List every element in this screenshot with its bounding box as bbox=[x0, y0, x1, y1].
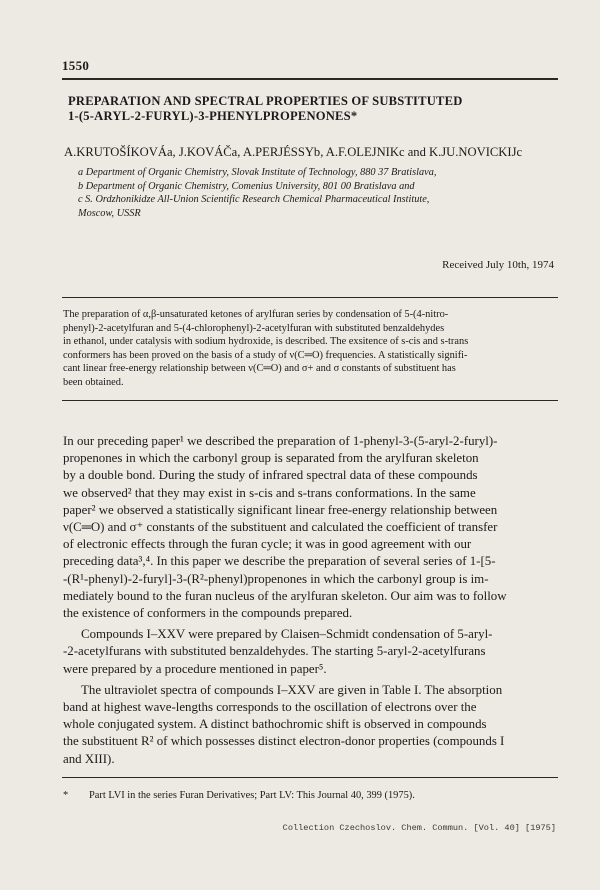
body-line: ν(C═O) and σ⁺ constants of the substituent and calculated the coefficient of transfer bbox=[63, 520, 498, 535]
affiliation: Moscow, USSR bbox=[78, 207, 141, 219]
abstract-top-rule bbox=[62, 297, 558, 298]
body-line: preceding data³,⁴. In this paper we describe the preparation of several series of 1-[5- bbox=[63, 554, 496, 569]
body-line: the existence of conformers in the compounds prepared. bbox=[63, 606, 353, 621]
footnote-marker: * bbox=[63, 790, 69, 801]
affiliation: b Department of Organic Chemistry, Comenius University, 801 00 Bratislava and bbox=[78, 180, 415, 192]
body-line: whole conjugated system. A distinct bathochromic shift is observed in compounds bbox=[63, 717, 487, 732]
affiliation: c S. Ordzhonikidze All-Union Scientific Research Chemical Pharmaceutical Institute, bbox=[78, 194, 430, 206]
abstract bbox=[63, 308, 556, 390]
body-line: propenones in which the carbonyl group is separated from the arylfuran skeleton bbox=[63, 451, 479, 466]
title-line: 1-(5-ARYL-2-FURYL)-3-PHENYLPROPENONES* bbox=[68, 109, 358, 123]
affiliations bbox=[78, 166, 436, 220]
abstract-line: The preparation of α,β-unsaturated ketones of arylfuran series by condensation of 5-(4-nitro- bbox=[63, 309, 449, 320]
page-number: 1550 bbox=[62, 58, 90, 73]
body-line: were prepared by a procedure mentioned in paper⁵. bbox=[63, 661, 327, 676]
body-line: -2-acetylfurans with substituted benzaldehydes. The starting 5-aryl-2-acetylfurans bbox=[63, 644, 486, 659]
body-line: band at highest wave-lengths corresponds to the oscillation of electrons over the bbox=[63, 700, 477, 715]
body-line: of electronic effects through the furan cycle; it was in good agreement with our bbox=[63, 537, 472, 552]
body-line: the substituent R² of which possesses distinct electron-donor properties (compounds I bbox=[63, 734, 505, 749]
body-line: by a double bond. During the study of infrared spectral data of these compounds bbox=[63, 468, 478, 483]
body-line: paper² we observed a statistically significant linear free-energy relationship between bbox=[63, 502, 498, 517]
body-line: and XIII). bbox=[63, 751, 115, 766]
affiliation: a Department of Organic Chemistry, Slovak Institute of Technology, 880 37 Bratislava, bbox=[78, 167, 437, 178]
abstract-line: cant linear free-energy relationship between ν(C═O) and σ+ and σ constants of substituent has bbox=[63, 363, 456, 375]
body-line: we observed² that they may exist in s-cis and s-trans conformations. In the same bbox=[63, 485, 476, 500]
abstract-line: been obtained. bbox=[63, 376, 124, 388]
title-line: PREPARATION AND SPECTRAL PROPERTIES OF SUBSTITUTED bbox=[68, 94, 463, 108]
abstract-bottom-rule bbox=[62, 400, 558, 401]
header-rule bbox=[62, 78, 558, 80]
received-date: Received July 10th, 1974 bbox=[442, 259, 554, 271]
footnote-rule bbox=[62, 777, 558, 778]
abstract-line: in ethanol, under catalysis with sodium hydroxide, is described. The exsitence of s-cis and s-trans bbox=[63, 336, 469, 348]
body-line: mediately bound to the furan nucleus of the arylfuran skeleton. Our aim was to follow bbox=[63, 588, 507, 603]
body-line: Compounds I–XXV were prepared by Claisen–Schmidt condensation of 5-aryl- bbox=[81, 627, 493, 642]
abstract-line: conformers has been proved on the basis of a study of ν(C═O) frequencies. A statistically signifi- bbox=[63, 349, 468, 361]
author-list: A.KRUTOŠÍKOVÁa, J.KOVÁČa, A.PERJÉSSYb, A.F.OLEJNIKc and K.JU.NOVICKIJc bbox=[64, 145, 523, 159]
body-text bbox=[63, 433, 558, 768]
journal-footer: Collection Czechoslov. Chem. Commun. [Vol. 40] [1975] bbox=[282, 823, 556, 833]
body-line: -(R¹-phenyl)-2-furyl]-3-(R²-phenyl)propenones in which the carbonyl group is im- bbox=[63, 571, 489, 586]
body-line: The ultraviolet spectra of compounds I–XXV are given in Table I. The absorption bbox=[81, 682, 503, 697]
footnote bbox=[63, 790, 415, 801]
abstract-line: phenyl)-2-acetylfuran and 5-(4-chlorophenyl)-2-acetylfuran with substituted benzaldehydes bbox=[63, 322, 445, 334]
footnote-text: Part LVI in the series Furan Derivatives; Part LV: This Journal 40, 399 (1975). bbox=[89, 790, 415, 801]
body-line: In our preceding paper¹ we described the preparation of 1-phenyl-3-(5-aryl-2-furyl)- bbox=[63, 434, 498, 448]
article-title bbox=[68, 94, 548, 124]
